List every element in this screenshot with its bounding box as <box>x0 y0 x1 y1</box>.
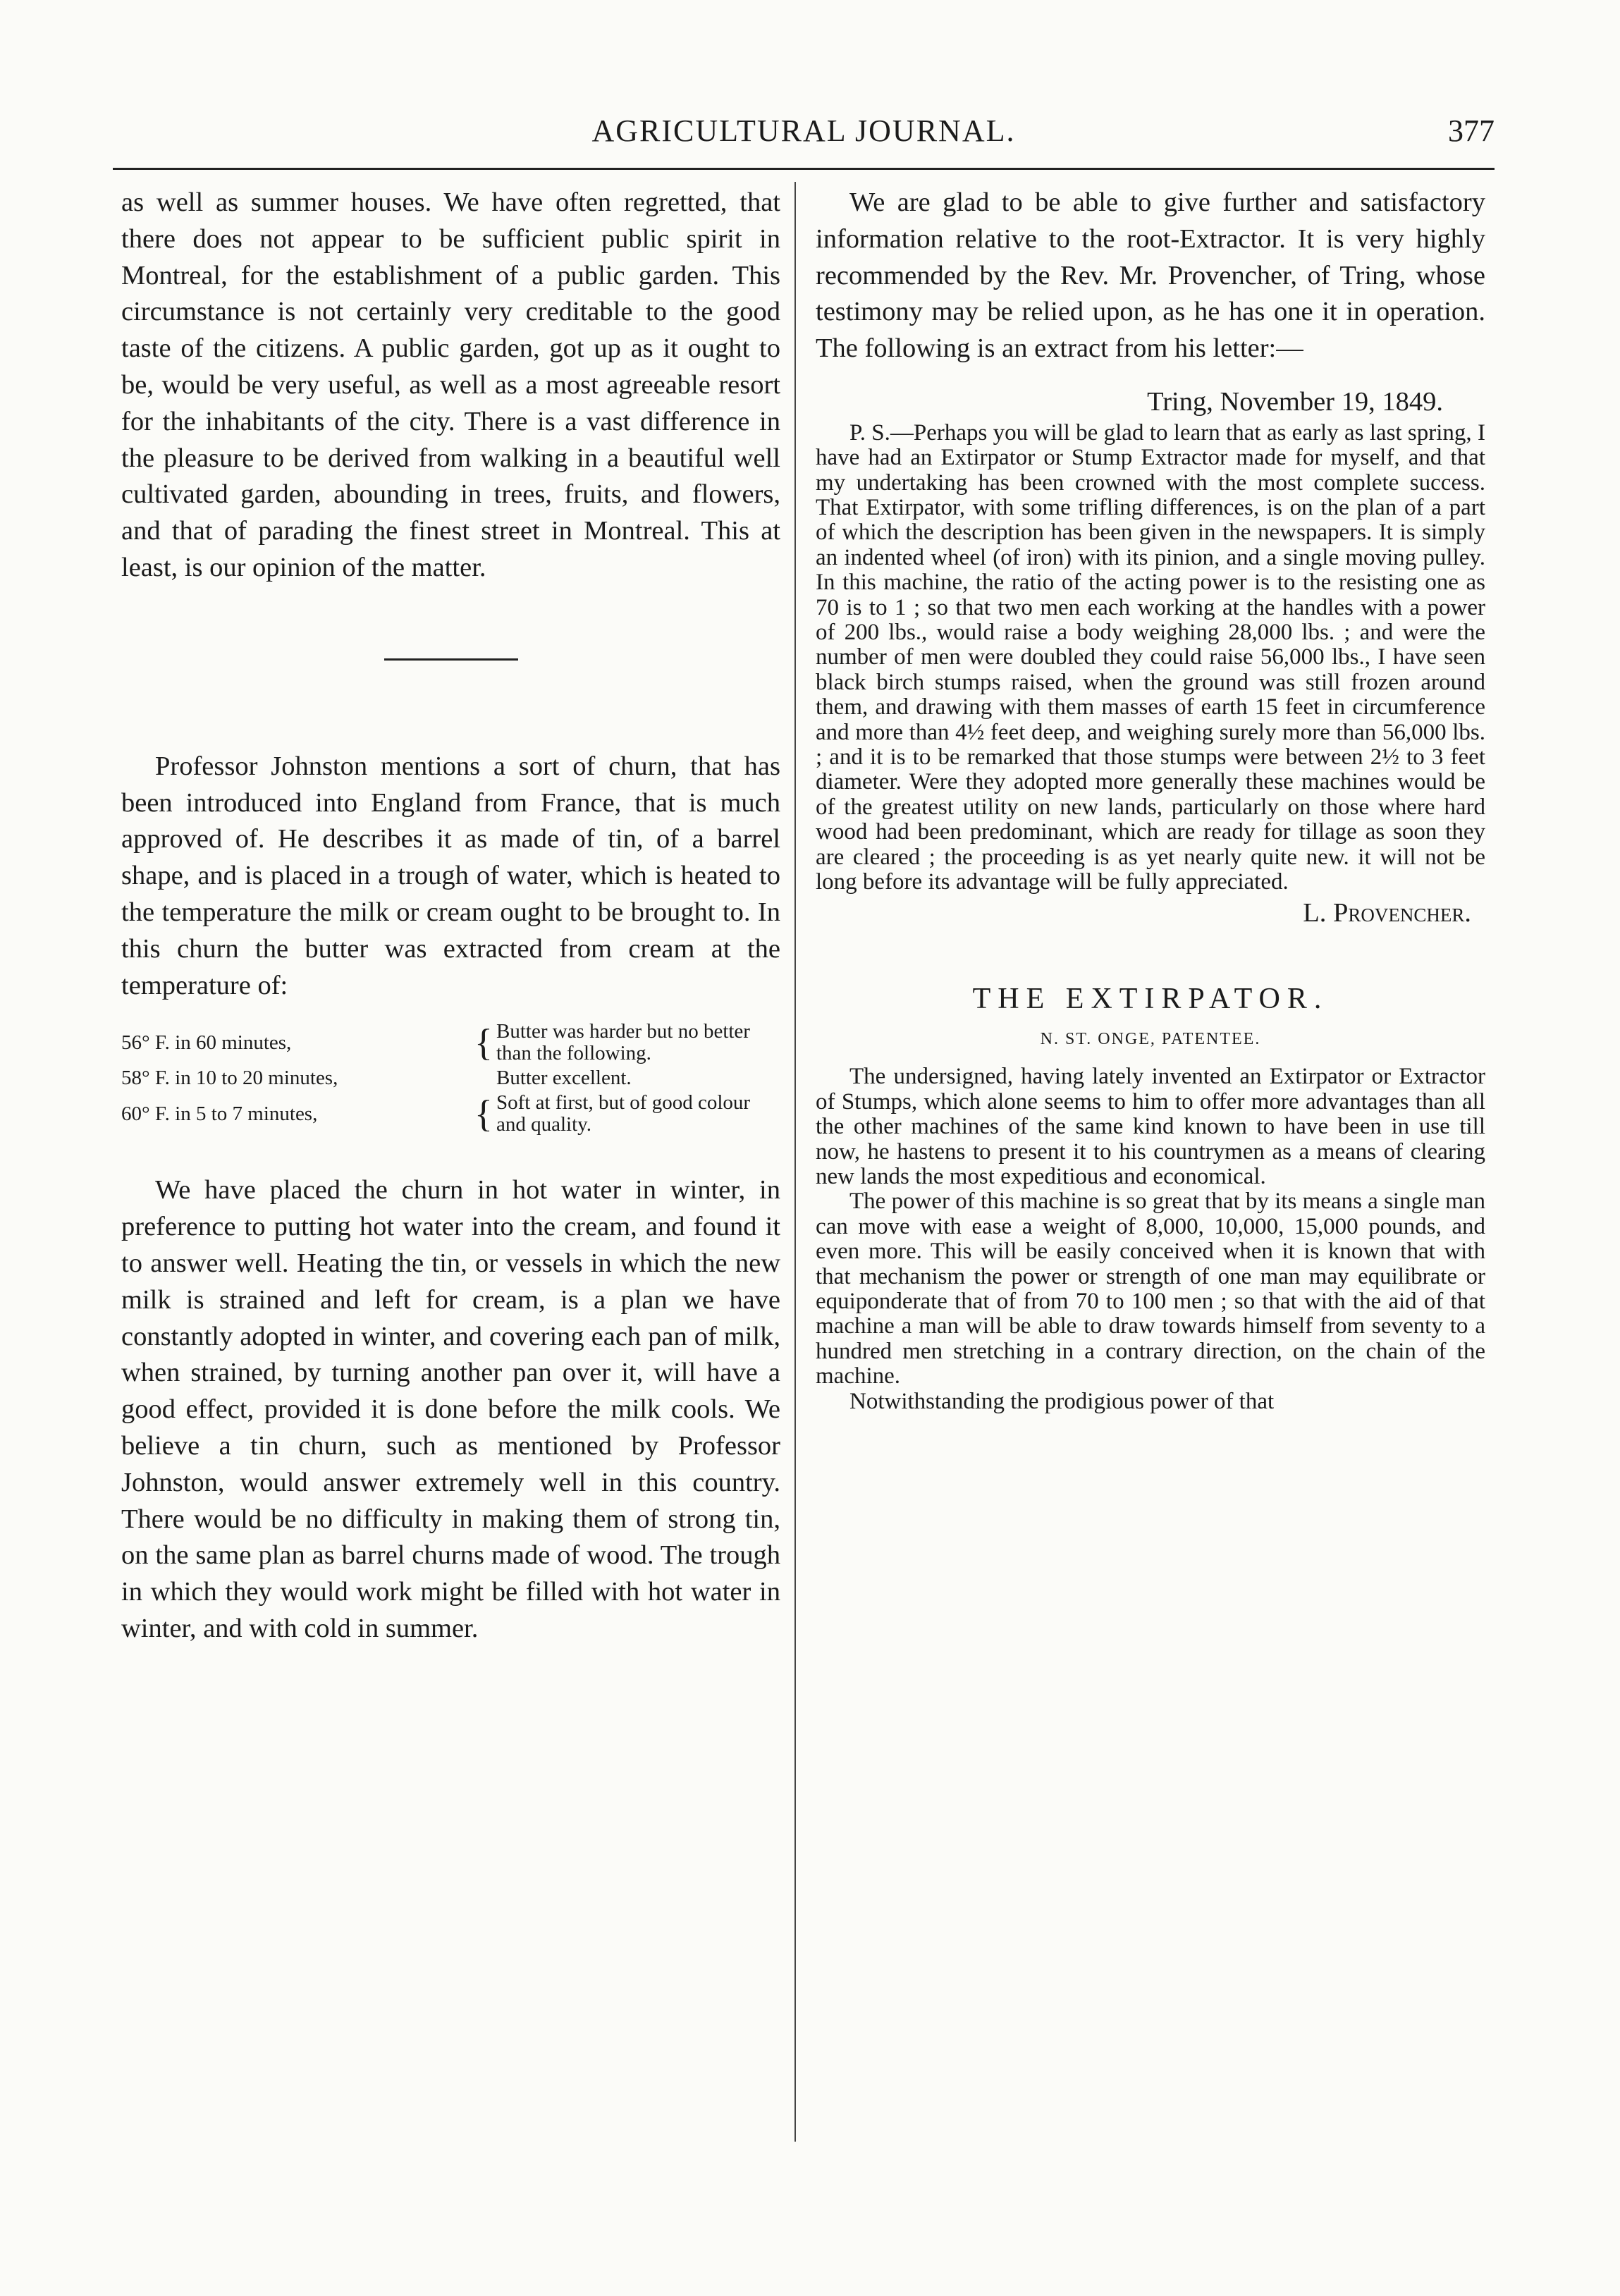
temperature-label: 58° F. in 10 to 20 minutes, <box>121 1067 338 1090</box>
temperature-row <box>121 1066 780 1091</box>
letter-body: P. S.—Perhaps you will be glad to learn that as early as last spring, I have had an Extirpator or Stump Extractor made for myself, and that my undertaking has been crowned with the most complete success. That Extirpator, with some trifling differences, is on the plan of a part of which the description has been given in the newspapers. It is simply an indented wheel (of iron) with its pinion, and a single moving pulley. In this machine, the ratio of the acting power is to the resisting one as 70 is to 1 ; so that two men each working at the handles with a power of 200 lbs., would raise a body weighing 28,000 lbs. ; and were the number of men were doubled they could raise 56,000 lbs., I have seen black birch stumps raised, when the ground was still frozen around them, and drawing with them masses of earth 15 feet in circumference and more than 4½ feet deep, and weighing surely more than 56,000 lbs. ; and it is to be remarked that those stumps were between 2½ to 3 feet diameter. Were they adopted more generally these machines would be of the greatest utility on new lands, particularly on those where hard wood had been predominant, which are ready for tillage as soon they are cleared ; the proceeding is as yet nearly quite new. it will not be long before its advantage will be fully appreciated. <box>816 419 1485 895</box>
section-heading: THE EXTIRPATOR. <box>972 983 1329 1016</box>
hot-water-paragraph: We have placed the churn in hot water in winter, in preference to putting hot water into the cream, and found it to answer well. Heating the tin, or vessels in which the new milk is strained and left for cream, is a plan we have constantly adopted in winter, and covering each pan of milk, when strained, by turning another pan over it, will have a good effect, provided it is done before the milk cools. We believe a tin churn, such as mentioned by Professor Johnston, would answer extremely well in this country. There would be no difficulty in making them of strong tin, on the same plan as barrel churns made of wood. The trough in which they would work might be filled with hot water in winter, and with cold in summer. <box>121 1175 780 1643</box>
extractor-intro-paragraph: We are glad to be able to give further and satisfactory information relative to the root-Extractor. It is very highly recommended by the Rev. Mr. Provencher, of Tring, whose testimony may be relied upon, as he has one it in operation. The following is an extract from his letter:— <box>816 188 1485 364</box>
churn-paragraph: Professor Johnston mentions a sort of churn, that has been introduced into England from France, that is much approved of. He describes it as made of tin, of a barrel shape, and is placed in a trough of water, which is heated to the temperature the milk or cream ought to be brought to. In this churn the butter was extracted from cream at the temperature of: <box>121 751 780 1000</box>
column-divider <box>794 182 796 2142</box>
continuation-paragraph: Notwithstanding the prodigious power of that <box>849 1388 1275 1414</box>
temperature-table <box>121 1019 780 1137</box>
right-column <box>816 185 1485 1414</box>
temperature-row <box>121 1019 780 1066</box>
letter-signature: L. Provencher. <box>1303 897 1471 928</box>
temperature-result: Butter excellent. <box>496 1067 632 1090</box>
section-subheading: N. ST. ONGE, PATENTEE. <box>1040 1030 1261 1049</box>
page-header <box>113 113 1495 162</box>
power-paragraph: The power of this machine is so great that by its means a single man can move with ease a weight of 8,000, 10,000, 15,000 pounds, and even more. This will be easily conceived when it is known that with that mechanism the power or strength of one man may equilibrate or equiponderate that of from 70 to 100 men ; so that with the aid of that machine a man will be able to draw towards himself from seventy to a hundred men stretching in a contrary direction, on the chain of the machine. <box>816 1189 1485 1389</box>
temperature-result: Soft at first, but of good colour and quality. <box>496 1091 751 1136</box>
left-column <box>121 185 780 1647</box>
brace-glyph <box>474 1066 493 1091</box>
public-garden-paragraph: as well as summer houses. We have often regretted, that there does not appear to be sufficient public spirit in Montreal, for the establishment of a public garden. This circumstance is not certainly very creditable to the good taste of the citizens. A public garden, got up as it ought to be, would be very useful, as well as a most agreeable resort for the inhabitants of the city. There is a vast difference in the pleasure to be derived from walking in a beautiful well cultivated garden, abounding in trees, fruits, and flowers, and that of parading the finest street in Montreal. This at least, is our opinion of the matter. <box>121 188 780 582</box>
page-number: 377 <box>1448 113 1495 148</box>
temperature-label: 60° F. in 5 to 7 minutes, <box>121 1102 318 1125</box>
temperature-result: Butter was harder but no better than the following. <box>496 1020 750 1065</box>
extirpator-paragraph: The undersigned, having lately invented an Extirpator or Extractor of Stumps, which alone seems to him to offer more advantages than all the other machines of the same kind known to have been in use till now, he hastens to present it to his countrymen as a means of clearing new lands the most expeditious and economical. <box>816 1064 1485 1189</box>
brace-glyph: { <box>474 1093 493 1136</box>
section-separator <box>384 658 518 661</box>
letter-dateline: Tring, November 19, 1849. <box>1147 386 1443 417</box>
running-title: AGRICULTURAL JOURNAL. <box>591 113 1016 148</box>
header-rule <box>113 168 1495 170</box>
temperature-row <box>121 1091 780 1137</box>
temperature-label: 56° F. in 60 minutes, <box>121 1031 292 1054</box>
brace-glyph: { <box>474 1021 493 1064</box>
